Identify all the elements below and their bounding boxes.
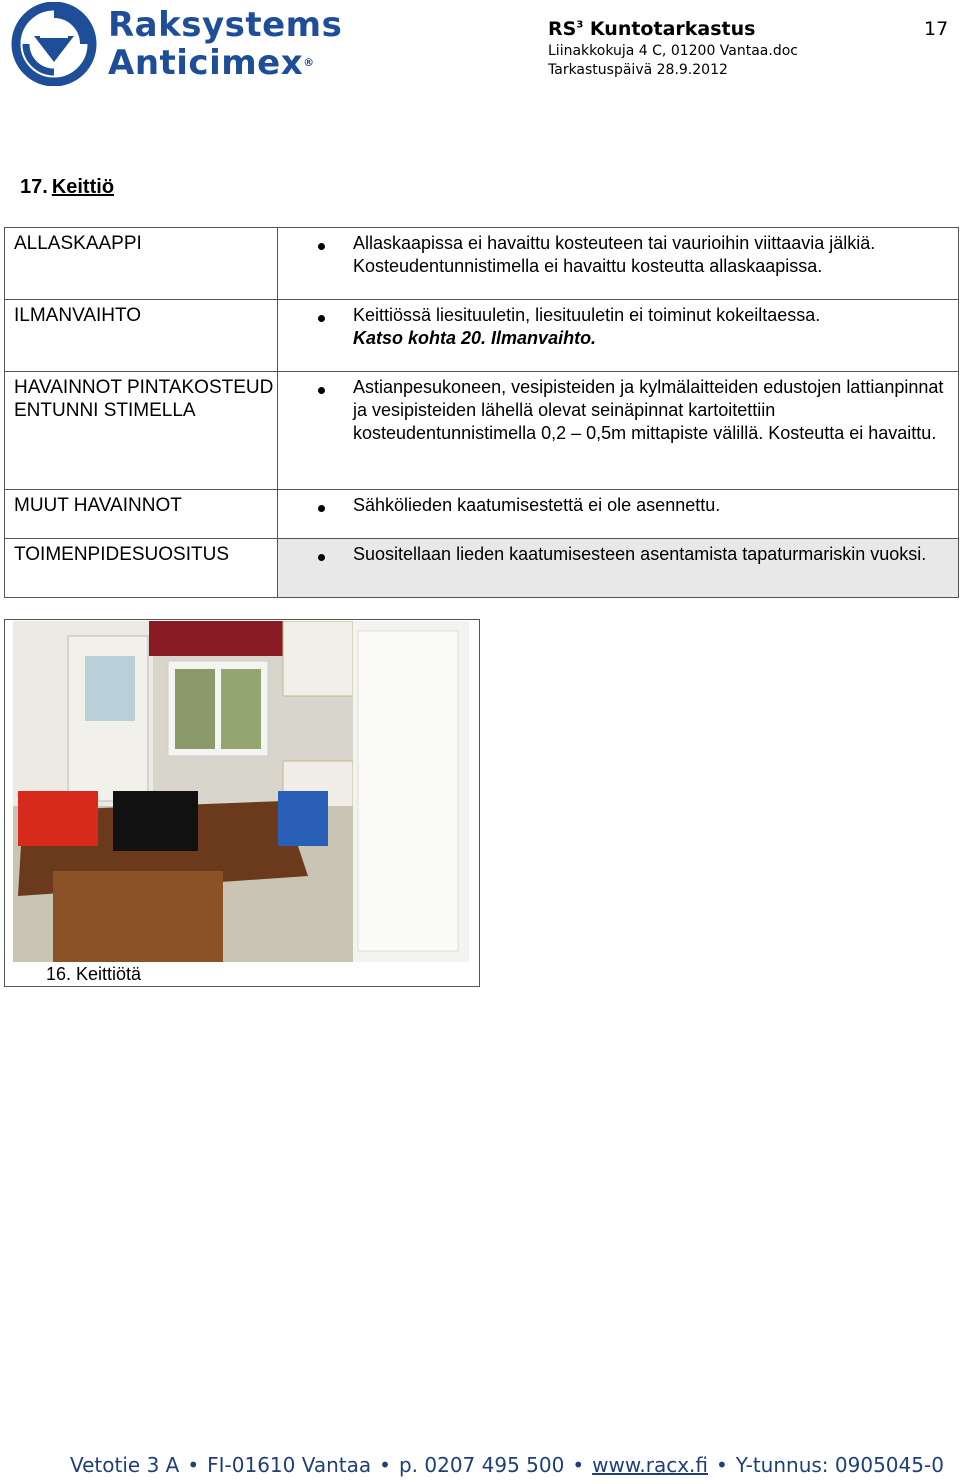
inspection-date: Tarkastuspäivä 28.9.2012 bbox=[548, 62, 728, 78]
bullet-icon bbox=[318, 387, 325, 394]
brand-name-line1: Raksystems bbox=[108, 5, 343, 45]
footer-postal: FI-01610 Vantaa bbox=[207, 1453, 372, 1477]
row-label: TOIMENPIDESUOSITUS bbox=[5, 539, 278, 597]
footer-website-link[interactable]: www.racx.fi bbox=[592, 1453, 708, 1477]
cross-reference: Katso kohta 20. Ilmanvaihto. bbox=[353, 328, 597, 348]
row-content: Suositellaan lieden kaatumisesteen asentamista tapaturmariskin vuoksi. bbox=[278, 539, 958, 597]
page-number: 17 bbox=[924, 18, 949, 40]
footer-business-id: Y-tunnus: 0905045-0 bbox=[735, 1453, 944, 1477]
table-row-recommendation bbox=[4, 538, 959, 598]
section-title: Keittiö bbox=[51, 176, 115, 198]
table-row bbox=[4, 227, 959, 299]
section-heading bbox=[20, 176, 114, 199]
row-label: MUUT HAVAINNOT bbox=[5, 490, 278, 538]
report-title: $RS^3$ Kuntotarkastus bbox=[548, 18, 756, 40]
footer-address: Vetotie 3 A bbox=[70, 1453, 180, 1477]
row-content: Astianpesukoneen, vesipisteiden ja kylmälaitteiden edustojen lattianpinnat ja vesipisteiden lähellä olevat seinäpinnat kartoitettiin kosteudentunnistimella 0,2 – 0,5m mittapiste välillä. Kosteutta ei havaittu. bbox=[278, 372, 958, 489]
page-footer bbox=[70, 1453, 944, 1477]
photo-caption: 16. Keittiötä bbox=[46, 964, 142, 984]
bullet-icon bbox=[318, 315, 325, 322]
table-row bbox=[4, 489, 959, 538]
row-label: ILMANVAIHTO bbox=[5, 300, 278, 371]
kitchen-photo bbox=[13, 621, 469, 962]
bullet-icon bbox=[318, 505, 325, 512]
brand-name-line2: Anticimex® bbox=[108, 43, 315, 83]
row-label: HAVAINNOT PINTAKOSTEUDENTUNNI STIMELLA bbox=[5, 372, 278, 489]
company-logo bbox=[4, 2, 343, 86]
table-row bbox=[4, 371, 959, 489]
row-content: Keittiössä liesituuletin, liesituuletin ei toiminut kokeiltaessa. Katso kohta 20. Ilmanvaihto. bbox=[278, 300, 958, 371]
section-number: 17. bbox=[20, 176, 48, 198]
footer-phone: p. 0207 495 500 bbox=[398, 1453, 565, 1477]
footer-separator: • bbox=[379, 1453, 391, 1477]
bullet-icon bbox=[318, 554, 325, 561]
row-label: ALLASKAAPPI bbox=[5, 228, 278, 299]
footer-separator: • bbox=[572, 1453, 585, 1477]
report-file-name: Liinakkokuja 4 C, 01200 Vantaa.doc bbox=[548, 43, 798, 59]
row-content: Sähkölieden kaatumisestettä ei ole asennettu. bbox=[278, 490, 958, 538]
row-content: Allaskaapissa ei havaittu kosteuteen tai vaurioihin viittaavia jälkiä. Kosteudentunnistimella ei havaittu kosteutta allaskaapissa. bbox=[278, 228, 958, 299]
table-row bbox=[4, 299, 959, 371]
footer-separator: • bbox=[715, 1453, 728, 1477]
logo-emblem-icon bbox=[4, 2, 104, 86]
findings-table bbox=[4, 227, 959, 598]
bullet-icon bbox=[318, 243, 325, 250]
footer-separator: • bbox=[187, 1453, 200, 1477]
